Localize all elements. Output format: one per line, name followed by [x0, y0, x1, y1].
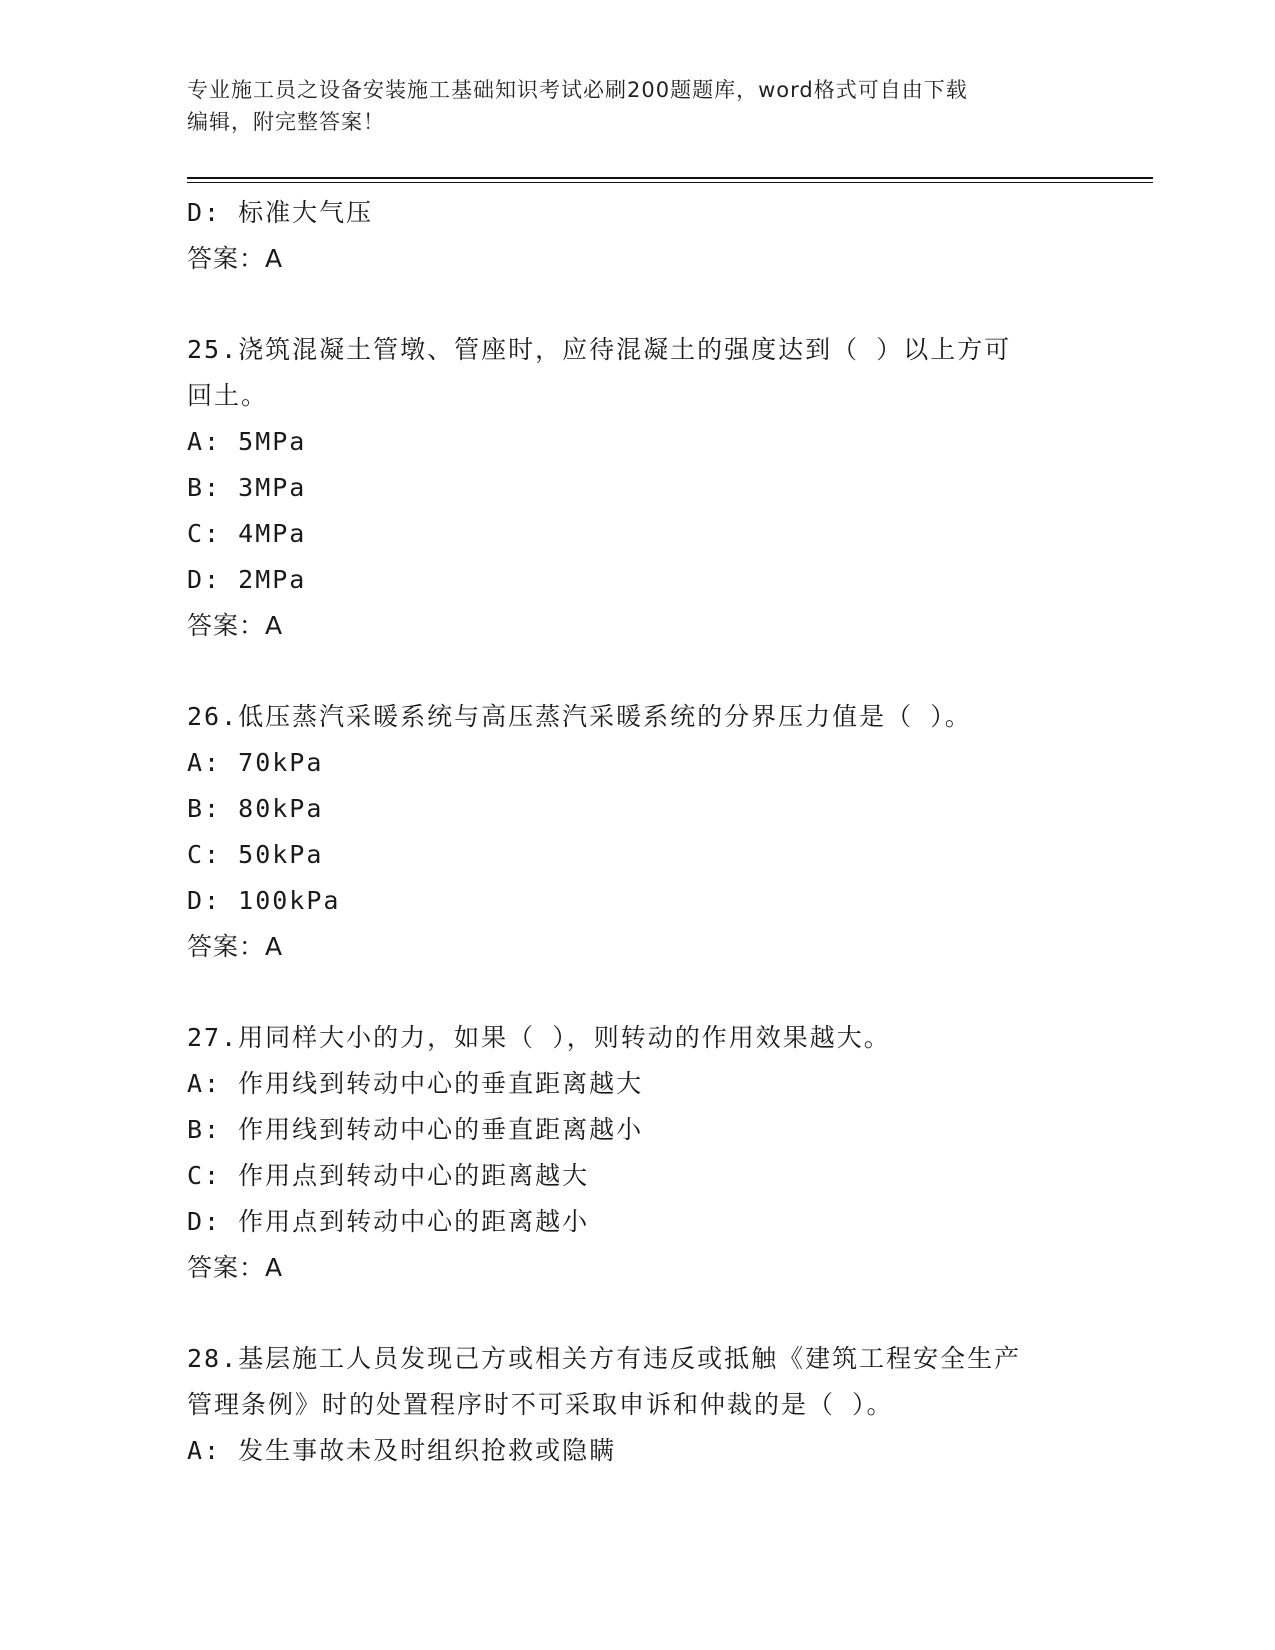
question-text-line: 26.低压蒸汽采暖系统与高压蒸汽采暖系统的分界压力值是（ ）。	[187, 702, 972, 731]
question-24-tail	[187, 190, 1107, 282]
spacer	[187, 1291, 1107, 1336]
option-c: C: 作用点到转动中心的距离越大	[187, 1161, 590, 1190]
option-b: B: 3MPa	[187, 473, 307, 502]
spacer	[187, 970, 1107, 1015]
option-c: C: 50kPa	[187, 840, 324, 869]
header-line-1: 专业施工员之设备安装施工基础知识考试必刷200题题库，word格式可自由下载	[187, 78, 968, 102]
option-b: B: 作用线到转动中心的垂直距离越小	[187, 1115, 644, 1144]
question-text-line: 28.基层施工人员发现己方或相关方有违反或抵触《建筑工程安全生产	[187, 1344, 1022, 1373]
option-d: D: 2MPa	[187, 565, 307, 594]
question-text-line: 25.浇筑混凝土管墩、管座时，应待混凝土的强度达到（ ）以上方可	[187, 335, 1012, 364]
option-a: A: 70kPa	[187, 748, 324, 777]
document-header	[187, 74, 1067, 138]
option-d: D: 100kPa	[187, 886, 341, 915]
spacer	[187, 649, 1107, 694]
question-25	[187, 327, 1107, 649]
option-d: D: 标准大气压	[187, 198, 374, 227]
question-list	[187, 190, 1107, 1474]
option-a: A: 作用线到转动中心的垂直距离越大	[187, 1069, 644, 1098]
header-line-2: 编辑，附完整答案！	[187, 110, 385, 134]
answer-line: 答案：A	[187, 244, 284, 273]
header-divider-thin	[187, 182, 1153, 183]
option-a: A: 发生事故未及时组织抢救或隐瞒	[187, 1436, 617, 1465]
question-text-line: 回土。	[187, 381, 269, 410]
option-d: D: 作用点到转动中心的距离越小	[187, 1207, 590, 1236]
question-text-line: 管理条例》时的处置程序时不可采取申诉和仲裁的是（ ）。	[187, 1390, 894, 1419]
option-b: B: 80kPa	[187, 794, 324, 823]
answer-line: 答案：A	[187, 932, 284, 961]
header-divider-thick	[187, 177, 1153, 179]
question-text-line: 27.用同样大小的力，如果（ ），则转动的作用效果越大。	[187, 1023, 891, 1052]
option-c: C: 4MPa	[187, 519, 307, 548]
spacer	[187, 282, 1107, 327]
option-a: A: 5MPa	[187, 427, 307, 456]
question-26	[187, 694, 1107, 970]
question-27	[187, 1015, 1107, 1291]
answer-line: 答案：A	[187, 611, 284, 640]
answer-line: 答案：A	[187, 1253, 284, 1282]
question-28	[187, 1336, 1107, 1474]
